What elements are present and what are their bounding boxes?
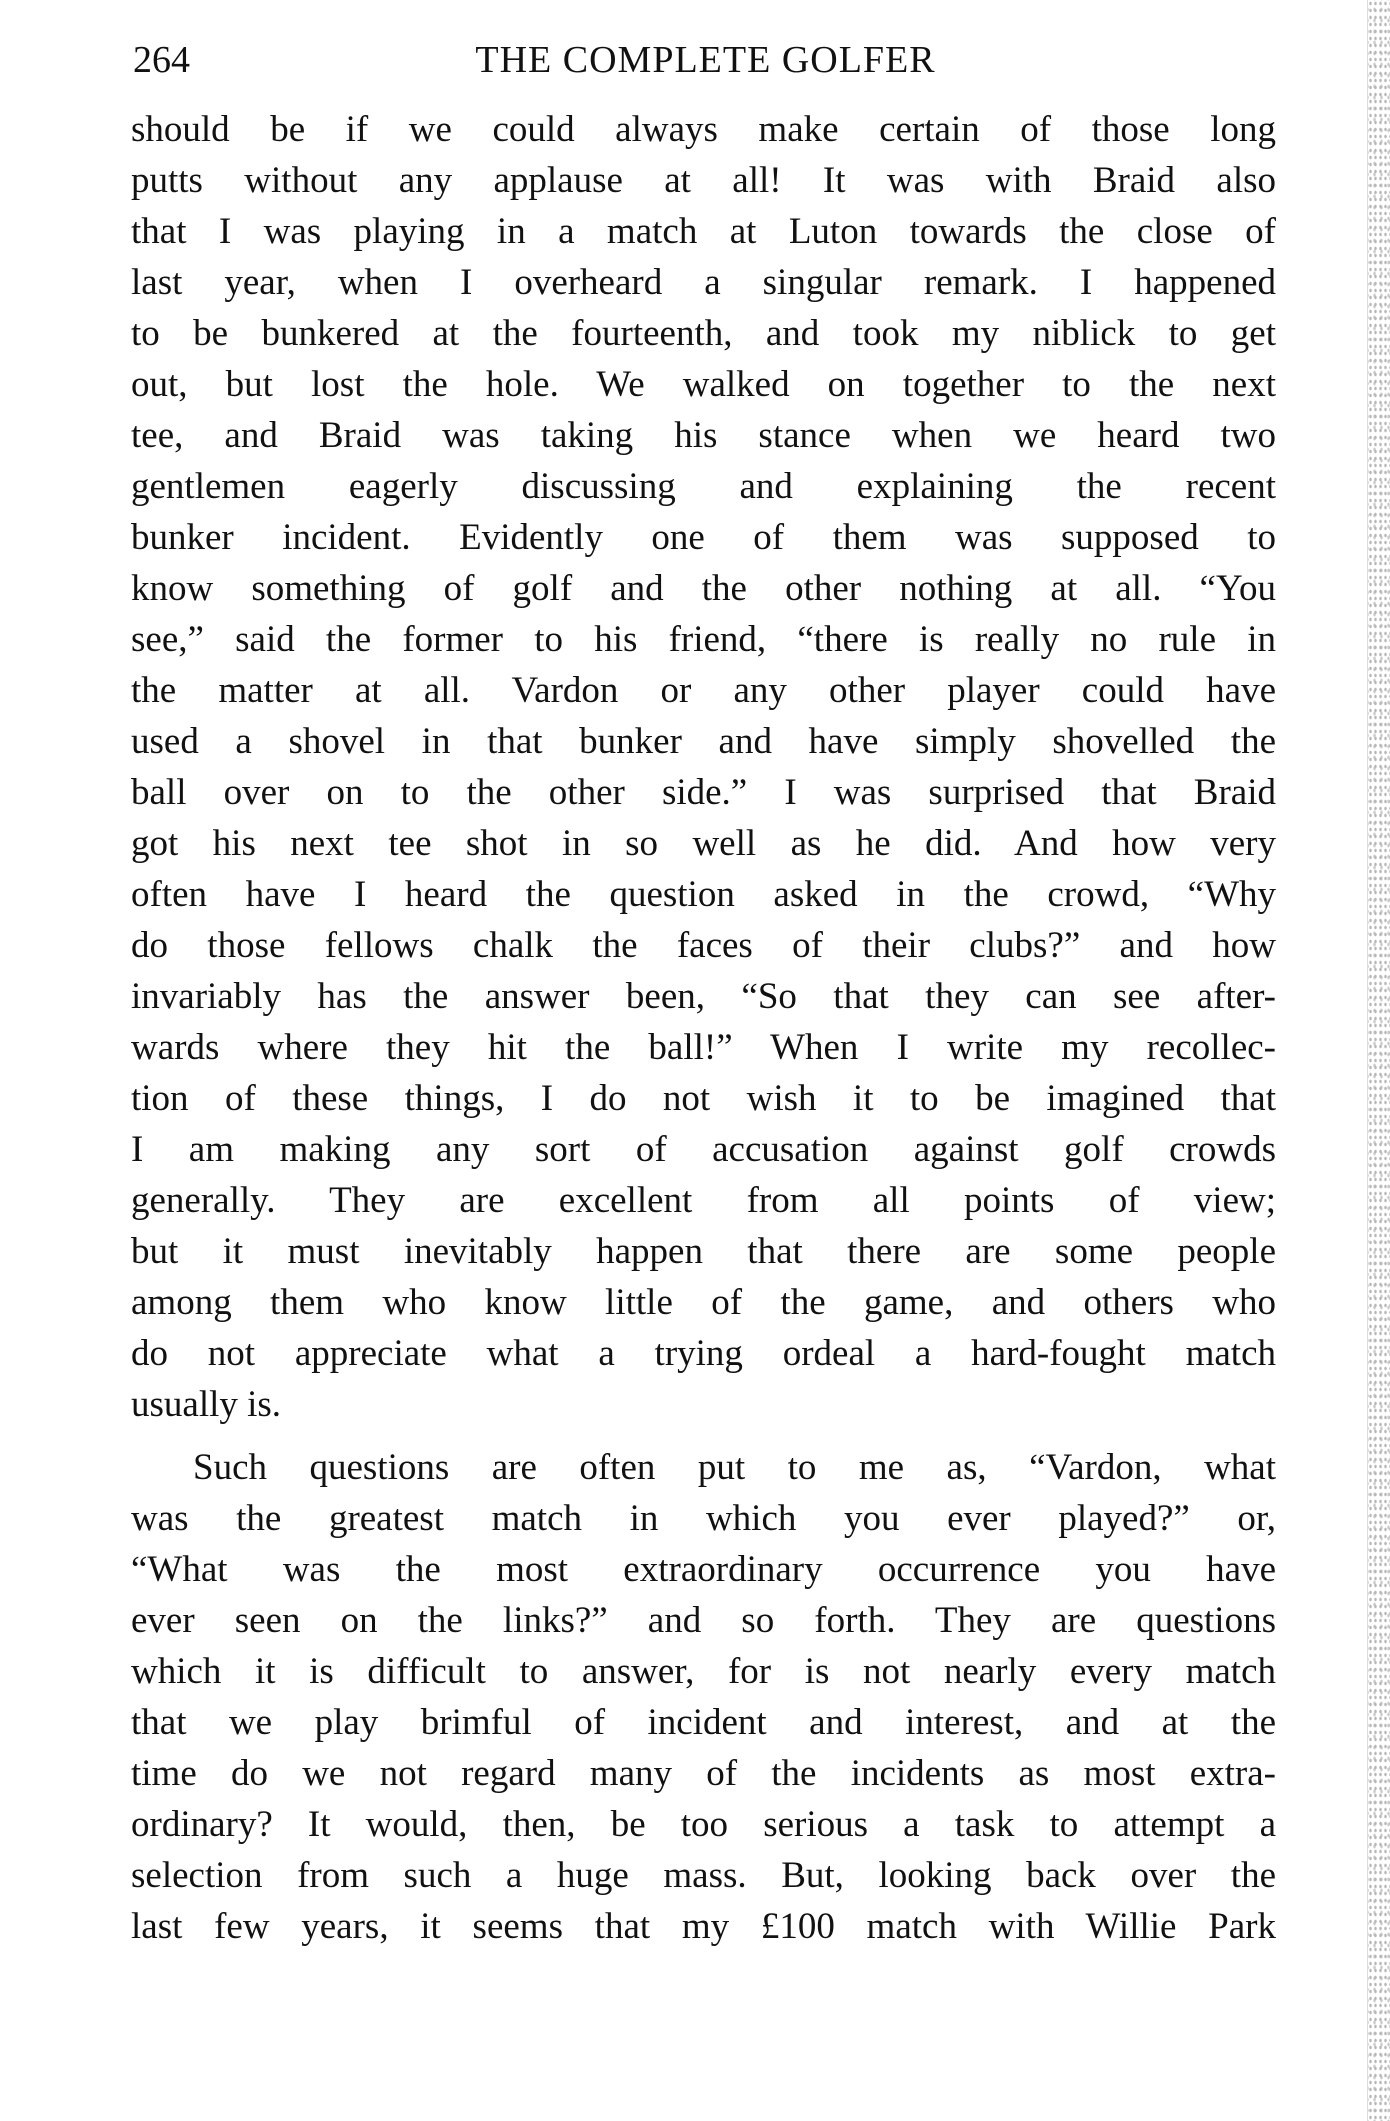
text-line: putts without any applause at all! It was with Braid also — [131, 160, 1276, 201]
running-title: THE COMPLETE GOLFER — [475, 39, 936, 81]
text-line: wards where they hit the ball!” When I write my recollec- — [131, 1027, 1276, 1068]
text-line: I am making any sort of accusation against golf crowds — [131, 1129, 1276, 1170]
text-line: ever seen on the links?” and so forth. They are questions — [131, 1600, 1276, 1641]
text-line: see,” said the former to his friend, “there is really no rule in — [131, 619, 1276, 660]
paragraph — [131, 1442, 1276, 1952]
scanned-page-edge — [1368, 0, 1390, 2121]
text-line: was the greatest match in which you ever played?” or, — [131, 1498, 1276, 1539]
text-line: should be if we could always make certain of those long — [131, 109, 1276, 150]
text-line: know something of golf and the other nothing at all. “You — [131, 568, 1276, 609]
text-line: tee, and Braid was taking his stance when we heard two — [131, 415, 1276, 456]
text-line: last year, when I overheard a singular remark. I happened — [131, 262, 1276, 303]
text-line: tion of these things, I do not wish it to be imagined that — [131, 1078, 1276, 1119]
text-line: do not appreciate what a trying ordeal a hard-fought match — [131, 1333, 1276, 1374]
text-line: generally. They are excellent from all points of view; — [131, 1180, 1276, 1221]
text-line: Such questions are often put to me as, “Vardon, what — [193, 1447, 1276, 1488]
text-line: got his next tee shot in so well as he did. And how very — [131, 823, 1276, 864]
text-line: used a shovel in that bunker and have simply shovelled the — [131, 721, 1276, 762]
text-line: often have I heard the question asked in the crowd, “Why — [131, 874, 1276, 915]
text-line: ordinary? It would, then, be too serious a task to attempt a — [131, 1804, 1276, 1845]
text-line: which it is difficult to answer, for is not nearly every match — [131, 1651, 1276, 1692]
text-line: gentlemen eagerly discussing and explaining the recent — [131, 466, 1276, 507]
text-line: selection from such a huge mass. But, looking back over the — [131, 1855, 1276, 1896]
page-header — [133, 38, 1278, 88]
text-line: that I was playing in a match at Luton towards the close of — [131, 211, 1276, 252]
text-line: ball over on to the other side.” I was surprised that Braid — [131, 772, 1276, 813]
text-line: among them who know little of the game, and others who — [131, 1282, 1276, 1323]
text-line: invariably has the answer been, “So that they can see after- — [131, 976, 1276, 1017]
text-line: last few years, it seems that my £100 match with Willie Park — [131, 1906, 1276, 1947]
paragraph — [131, 104, 1276, 1430]
text-line: that we play brimful of incident and interest, and at the — [131, 1702, 1276, 1743]
text-line: “What was the most extraordinary occurrence you have — [131, 1549, 1276, 1590]
text-line: the matter at all. Vardon or any other player could have — [131, 670, 1276, 711]
text-line: but it must inevitably happen that there are some people — [131, 1231, 1276, 1272]
text-line: bunker incident. Evidently one of them was supposed to — [131, 517, 1276, 558]
text-line: to be bunkered at the fourteenth, and took my niblick to get — [131, 313, 1276, 354]
page-body — [131, 104, 1276, 1952]
text-line: do those fellows chalk the faces of their clubs?” and how — [131, 925, 1276, 966]
paragraph-gap — [131, 1430, 1276, 1442]
text-line: time do we not regard many of the incidents as most extra- — [131, 1753, 1276, 1794]
text-line: out, but lost the hole. We walked on together to the next — [131, 364, 1276, 405]
text-line: usually is. — [131, 1384, 282, 1425]
page-number: 264 — [133, 39, 190, 81]
